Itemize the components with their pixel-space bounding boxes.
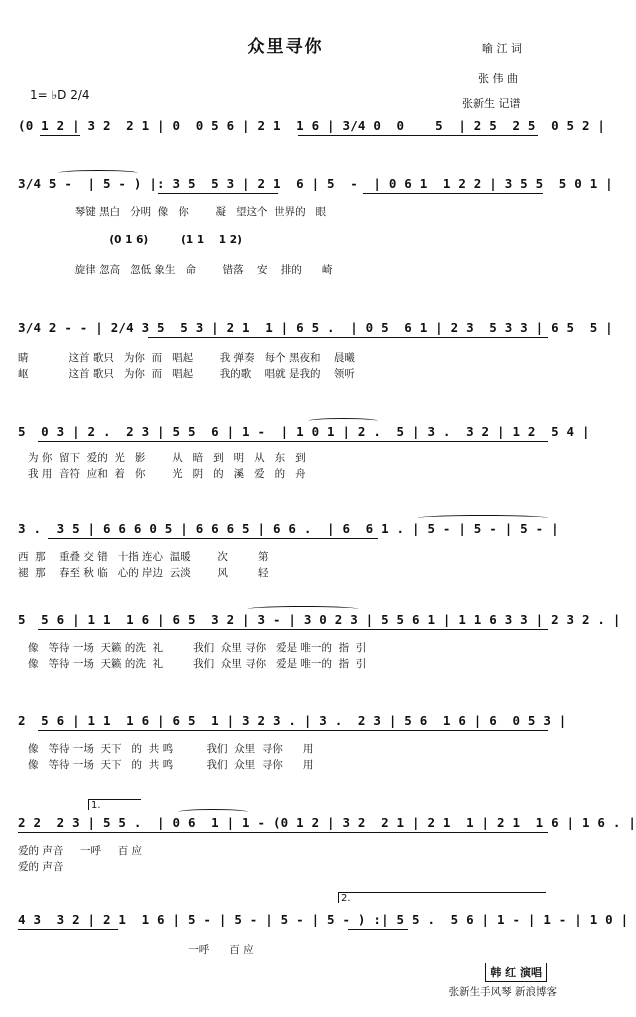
lyric-line-1: 西 那 重叠 交 错 十指 连心 温暖 次 第 [18,551,269,563]
alt-notation-line: (0 1 6) (1 1 1 2) [18,234,242,246]
lyric-line-2: 岖 这首 歌只 为你 而 唱起 我的歌 唱就 是我的 领听 [18,368,355,380]
beam-line [158,193,278,194]
notation-line: 5 0 3 | 2 . 2 3 | 5 5 6 | 1 - | 1 0 1 | 2 . 5 | 3 . 3 2 | 1 2 5 4 | [18,424,590,439]
score-system-4 [18,424,590,484]
lyric-line-1: 像 等待 一场 天下 的 共 鸣 我们 众里 寻你 用 [18,743,314,755]
score-system-9 [18,893,629,962]
first-ending-bracket: 1. [88,799,141,810]
score-system-1 [18,118,606,148]
beam-line [40,135,80,136]
beam-line [348,929,408,930]
score-system-6 [18,612,621,672]
notation-line: 3/4 5 - | 5 - ) |: 3 5 5 3 | 2 1 6 | 5 - | 0 6 1 1 2 2 | 3 5 5 5 0 1 | [18,176,613,191]
score-system-3 [18,320,613,380]
notation-line: (0 1 2 | 3 2 2 1 | 0 0 5 6 | 2 1 1 6 | 3/4 0 0 5 | 2 5 2 5 0 5 2 | [18,118,606,133]
key-signature: 1= ♭D 2/4 [30,88,90,102]
lyric-line-1: 爱的 声音 一呼 百 应 [18,845,143,857]
lyric-line-2: 我 用 音符 应和 着 你 光 阴 的 溪 爱 的 舟 [18,468,306,480]
lyricist-credit: 喻 江 词 [482,42,522,55]
score-system-2 [18,176,613,286]
score-system-7 [18,713,567,773]
lyric-line-1: 一呼 百 应 [18,944,254,956]
beam-line [38,441,548,442]
lyric-line-2: 爱的 声音 [18,861,64,873]
lyric-line-1: 像 等待 一场 天籁 的洗 礼 我们 众里 寻你 爱是 唯一的 指 引 [18,642,367,654]
beam-line [148,337,548,338]
beam-line [38,629,548,630]
notation-line: 3/4 2 - - | 2/4 3 5 5 3 | 2 1 1 | 6 5 . | 0 5 6 1 | 2 3 5 3 3 | 6 5 5 | [18,320,613,335]
score-system-5 [18,521,559,581]
second-ending-bracket: 2. [338,892,546,903]
beam-line [18,929,118,930]
notation-line: 3 . 3 5 | 6 6 6 0 5 | 6 6 6 5 | 6 6 . | 6 6 1 . | 5 - | 5 - | 5 - | [18,521,559,536]
lyric-line-1: 为 你 留下 爱的 光 影 从 暗 到 明 从 东 到 [18,452,306,464]
singer-credit: 韩 红 演唱 [485,963,547,982]
lyric-line-2: 像 等待 一场 天下 的 共 鸣 我们 众里 寻你 用 [18,759,314,771]
lyric-line-2: 像 等待 一场 天籁 的洗 礼 我们 众里 寻你 爱是 唯一的 指 引 [18,658,367,670]
beam-line [363,193,543,194]
score-system-8 [18,800,636,885]
transcriber-credit: 张新生 记谱 [462,97,521,110]
composer-credit: 张 伟 曲 [478,72,518,85]
notation-line: 2 2 2 3 | 5 5 . | 0 6 1 | 1 - (0 1 2 | 3 2 2 1 | 2 1 1 | 2 1 1 6 | 1 6 . | [18,815,636,830]
beam-line [38,730,548,731]
notation-line: 5 5 6 | 1 1 1 6 | 6 5 3 2 | 3 - | 3 0 2 3 | 5 5 6 1 | 1 1 6 3 3 | 2 3 2 . | [18,612,621,627]
beam-line [298,135,538,136]
lyric-line-1: 琴键 黑白 分明 像 你 凝 望这个 世界的 眼 [18,206,327,218]
beam-line [18,832,548,833]
lyric-line-2: 褪 那 春至 秋 临 心的 岸边 云淡 风 轻 [18,567,269,579]
notation-line: 4 3 3 2 | 2 1 1 6 | 5 - | 5 - | 5 - | 5 - ) :| 5 5 . 5 6 | 1 - | 1 - | 1 0 | [18,912,629,927]
source-credit: 张新生手风琴 新浪博客 [448,986,557,998]
beam-line [48,538,378,539]
notation-line: 2 5 6 | 1 1 1 6 | 6 5 1 | 3 2 3 . | 3 . 2 3 | 5 6 1 6 | 6 0 5 3 | [18,713,567,728]
lyric-line-2: 旋律 忽高 忽低 象生 命 错落 安 排的 崎 [18,264,333,276]
song-title: 众里寻你 [247,37,324,57]
lyric-line-1: 睛 这首 歌只 为你 而 唱起 我 弹奏 每个 黑夜和 晨曦 [18,352,355,364]
